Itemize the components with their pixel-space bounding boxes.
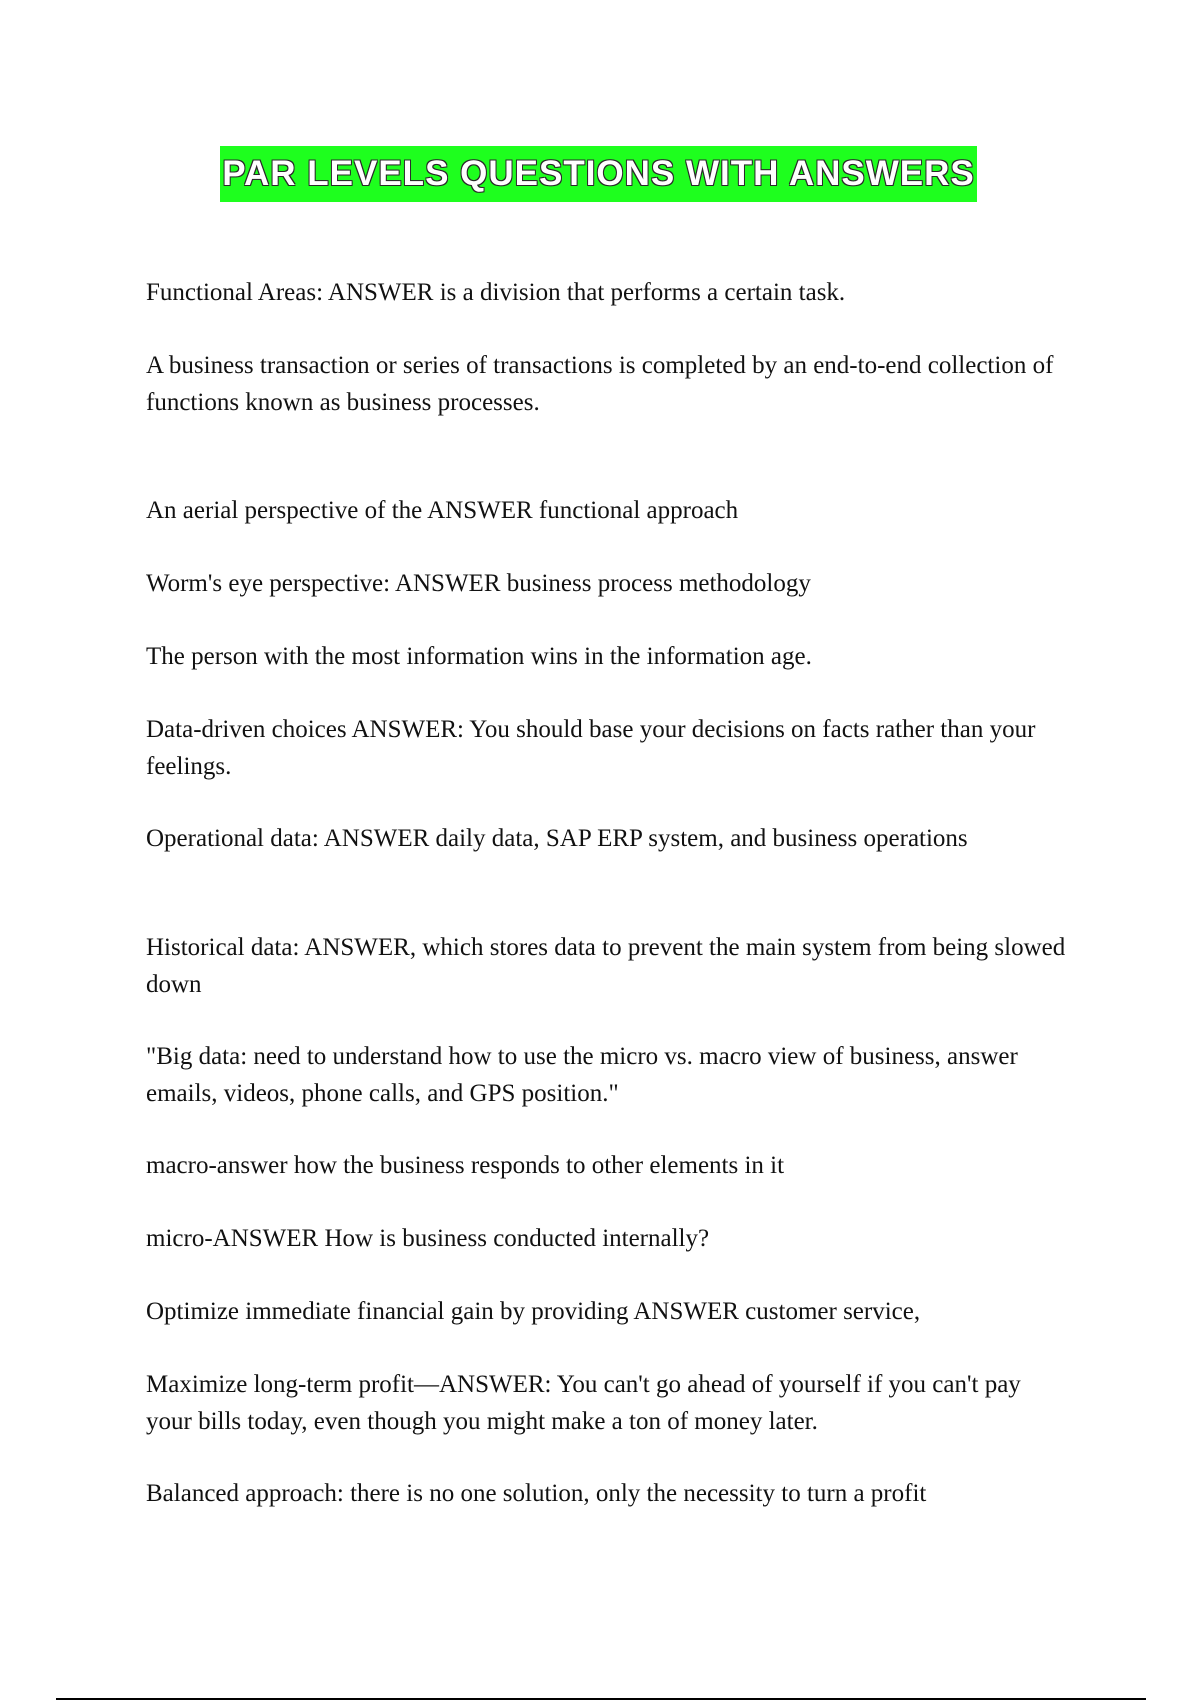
page-title: PAR LEVELS QUESTIONS WITH ANSWERS <box>220 146 976 202</box>
paragraph-micro: micro-ANSWER How is business conducted internally? <box>146 1225 710 1252</box>
title-container <box>0 146 1200 202</box>
paragraph-worms-eye: Worm's eye perspective: ANSWER business process methodology <box>146 570 811 597</box>
paragraph-operational-data: Operational data: ANSWER daily data, SAP ERP system, and business operations <box>146 825 968 852</box>
paragraph-business-processes: A business transaction or series of transactions is completed by an end-to-end collection of functions known as business processes. <box>146 352 1054 416</box>
paragraph-macro: macro-answer how the business responds to other elements in it <box>146 1152 785 1179</box>
paragraph-optimize: Optimize immediate financial gain by providing ANSWER customer service, <box>146 1298 921 1325</box>
paragraph-aerial-perspective: An aerial perspective of the ANSWER functional approach <box>146 497 739 524</box>
paragraph-functional-areas: Functional Areas: ANSWER is a division that performs a certain task. <box>146 279 846 306</box>
paragraph-big-data: "Big data: need to understand how to use the micro vs. macro view of business, answer emails, videos, phone calls, and GPS position." <box>146 1043 1018 1107</box>
paragraph-balanced: Balanced approach: there is no one solution, only the necessity to turn a profit <box>146 1480 927 1507</box>
paragraph-maximize: Maximize long-term profit—ANSWER: You can't go ahead of yourself if you can't pay your bills today, even though you might make a ton of money later. <box>146 1371 1021 1435</box>
paragraph-data-driven: Data-driven choices ANSWER: You should base your decisions on facts rather than your feelings. <box>146 716 1036 780</box>
paragraph-historical-data: Historical data: ANSWER, which stores data to prevent the main system from being slowed down <box>146 934 1066 998</box>
paragraph-information-age: The person with the most information wins in the information age. <box>146 643 812 670</box>
